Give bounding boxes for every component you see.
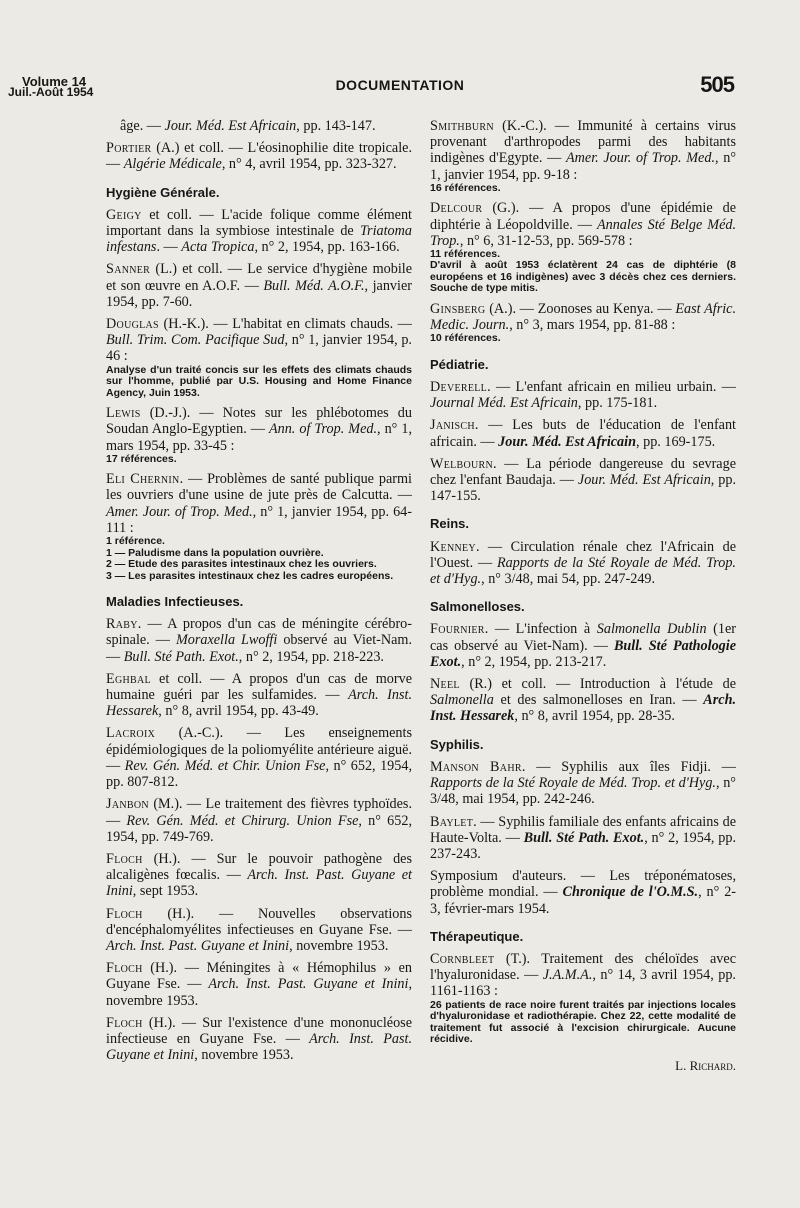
- bib-entry: Smithburn (K.-C.). — Immunité à certains virus provenant d'arthropodes parmi des habitants indigènes d'Egypte. — Amer. Jour. of Trop. Med., n° 1, janvier 1954, pp. 9-18 : 16 références.: [430, 118, 736, 194]
- abstract-note: 26 patients de race noire furent traités par injections locales d'hyaluronidase et radiothérapie. Chez 22, cette modalité de traitement fut associé à l'excision chirurgicale. Aucune récidive.: [430, 998, 736, 1046]
- section-heading-hygiene: Hygiène Générale.: [106, 184, 220, 200]
- author: Baylet: [430, 813, 474, 830]
- section-heading-pediatrie: Pédiatrie.: [430, 356, 489, 372]
- author: Cornbleet: [430, 950, 495, 967]
- bib-entry: Douglas (H.-K.). — L'habitat en climats chauds. — Bull. Trim. Com. Pacifique Sud, n° 1, janvier 1954, p. 46 : Analyse d'un traité concis sur les effets des climats chauds sur l'homme, publié par U.S. Housing and Home Finance Agency, Juin 1953.: [106, 316, 412, 399]
- section-heading-syphilis: Syphilis.: [430, 736, 484, 752]
- author: Janisch: [430, 417, 475, 434]
- section-heading-maladies: Maladies Infectieuses.: [106, 594, 244, 610]
- issue-date: Juil.-Août 1954: [8, 85, 94, 99]
- abstract-note: 1 référence.: [106, 535, 165, 548]
- bib-entry: Fournier. — L'infection à Salmonella Dublin (1er cas observé au Viet-Nam). — Bull. Sté Pathologie Exot., n° 2, 1954, pp. 213-217.: [430, 621, 736, 670]
- bib-entry: Manson Bahr. — Syphilis aux îles Fidji. — Rapports de la Sté Royale de Méd. Trop. et d'Hyg., n° 3/48, mai 1954, pp. 242-246.: [430, 758, 736, 808]
- bib-entry: Cornbleet (T.). Traitement des chéloïdes avec l'hyaluronidase. — J.A.M.A., n° 14, 3 avril 1954, pp. 1161-1163 : 26 patients de race noire furent traités par injections locales d'hyaluronidase et radiothérapie. Chez 22, cette modalité de traitement fut associé à l'excision chirurgicale. Aucune récidive.: [430, 950, 736, 1046]
- author: Floch: [106, 960, 143, 977]
- bib-entry: Floch (H.). — Nouvelles observations d'encéphalomyélites infectieuses en Guyane Fse. — Arch. Inst. Past. Guyane et Inini, novembre 1953.: [106, 905, 412, 954]
- author: Delcour: [430, 200, 483, 217]
- bib-entry: Raby. — A propos d'un cas de méningite cérébro-spinale. — Moraxella Lwoffi observé au Viet-Nam. — Bull. Sté Path. Exot., n° 2, 1954, pp. 218-223.: [106, 616, 412, 665]
- abstract-note: 16 références.: [430, 181, 501, 194]
- bib-entry: Floch (H.). — Méningites à « Hémophilus » en Guyane Fse. — Arch. Inst. Past. Guyane et Inini, novembre 1953.: [106, 960, 412, 1009]
- abstract-note: D'avril à août 1953 éclatèrent 24 cas de diphtérie (8 européens et 16 indigènes) avec 3 décès chez ces derniers. Souche de type mitis.: [430, 259, 736, 295]
- bib-entry: Floch (H.). — Sur le pouvoir pathogène des alcaligènes fœcalis. — Arch. Inst. Past. Guyane et Inini, sept 1953.: [106, 850, 412, 900]
- author: Floch: [106, 1014, 143, 1031]
- bib-entry: Lacroix (A.-C.). — Les enseignements épidémiologiques de la poliomyélite antérieure aiguë. — Rev. Gén. Méd. et Chir. Union Fse, n° 652, 1954, pp. 807-812.: [106, 725, 412, 791]
- author: Lacroix: [106, 725, 156, 742]
- left-column: [106, 118, 412, 1069]
- abstract-note: 1 — Paludisme dans la population ouvrière.: [106, 546, 324, 559]
- author: Lewis: [106, 405, 141, 422]
- author: Smithburn: [430, 118, 494, 134]
- bib-entry: Eli Chernin. — Problèmes de santé publique parmi les ouvriers d'une usine de jute près de Calcutta. — Amer. Jour. of Trop. Med., n° 1, janvier 1954, pp. 64-111 : 1 référence. 1 — Paludisme dans la population ouvrière. 2 — Etude des parasites intestinaux chez les ouvriers. 3 — Les parasites intestinaux chez les cadres européens.: [106, 471, 412, 582]
- author: Deverell: [430, 379, 488, 396]
- abstract-note: 10 références.: [430, 332, 501, 345]
- author: Sanner: [106, 261, 151, 278]
- bib-entry: Janisch. — Les buts de l'éducation de l'enfant africain. — Jour. Méd. Est Africain, pp. 169-175.: [430, 417, 736, 450]
- right-column: [430, 118, 736, 1074]
- bib-entry: Ginsberg (A.). — Zoonoses au Kenya. — East Afric. Medic. Journ., n° 3, mars 1954, pp. 81-88 : 10 références.: [430, 300, 736, 345]
- abstract-note: Analyse d'un traité concis sur les effets des climats chauds sur l'homme, publié par U.S. Housing and Home Finance Agency, Juin 1953.: [106, 363, 412, 399]
- bib-entry: Deverell. — L'enfant africain en milieu urbain. — Journal Méd. Est Africain, pp. 175-181.: [430, 379, 736, 412]
- author: Geigy: [106, 206, 142, 223]
- section-heading-reins: Reins.: [430, 516, 470, 532]
- bib-entry: Neel (R.) et coll. — Introduction à l'étude de Salmonella et des salmonelloses en Iran. — Arch. Inst. Hessarek, n° 8, avril 1954, pp. 28-35.: [430, 676, 736, 725]
- bib-entry: Sanner (L.) et coll. — Le service d'hygiène mobile et son œuvre en A.O.F. — Bull. Méd. A.O.F., janvier 1954, pp. 7-60.: [106, 261, 412, 310]
- author: Janbon: [106, 796, 149, 813]
- abstract-note: 2 — Etude des parasites intestinaux chez les ouvriers.: [106, 558, 377, 571]
- author: Kenney: [430, 538, 476, 555]
- abstract-note: 11 références.: [430, 247, 501, 260]
- signature: L. Richard.: [675, 1057, 736, 1073]
- bib-entry: âge. — Jour. Méd. Est Africain, pp. 143-147.: [120, 118, 376, 134]
- abstract-note: 3 — Les parasites intestinaux chez les cadres européens.: [106, 569, 394, 582]
- running-title: DOCUMENTATION: [335, 77, 465, 93]
- author: Floch: [106, 850, 143, 867]
- author: Douglas: [106, 316, 159, 333]
- section-heading-salmonelloses: Salmonelloses.: [430, 599, 525, 615]
- author: Manson Bahr: [430, 758, 522, 775]
- author: Neel: [430, 676, 460, 693]
- bib-entry: Portier (A.) et coll. — L'éosinophilie dite tropicale. — Algérie Médicale, n° 4, avril 1954, pp. 323-327.: [106, 140, 412, 173]
- volume-number: Volume 14: [22, 74, 87, 89]
- author: Welbourn: [430, 455, 494, 472]
- bib-entry: Eghbal et coll. — A propos d'un cas de morve humaine guéri par les sulfamides. — Arch. Inst. Hessarek, n° 8, avril 1954, pp. 43-49.: [106, 670, 412, 720]
- section-heading-therapeutique: Thérapeutique.: [430, 928, 524, 944]
- bib-entry: Geigy et coll. — L'acide folique comme élément important dans la symbiose intestinale de Triatoma infestans. — Acta Tropica, n° 2, 1954, pp. 163-166.: [106, 206, 412, 256]
- bib-entry: Welbourn. — La période dangereuse du sevrage chez l'enfant Baudaja. — Jour. Méd. Est Africain, pp. 147-155.: [430, 455, 737, 505]
- author: Eghbal: [106, 670, 151, 687]
- bib-entry: Janbon (M.). — Le traitement des fièvres typhoïdes. — Rev. Gén. Méd. et Chirurg. Union Fse, n° 652, 1954, pp. 749-769.: [106, 796, 412, 845]
- author: Floch: [106, 905, 143, 922]
- page-header: [0, 0, 800, 110]
- bib-entry: Kenney. — Circulation rénale chez l'Africain de l'Ouest. — Rapports de la Sté Royale de Méd. Trop. et d'Hyg., n° 3/48, mai 54, pp. 247-249.: [430, 538, 736, 588]
- page-number: 505: [700, 72, 734, 97]
- bib-entry: Floch (H.). — Sur l'existence d'une mononucléose infectieuse en Guyane Fse. — Arch. Inst. Past. Guyane et Inini, novembre 1953.: [106, 1014, 413, 1064]
- bib-entry: Symposium d'auteurs. — Les tréponématoses, problème mondial. — Chronique de l'O.M.S., n° 2-3, février-mars 1954.: [430, 868, 737, 917]
- bib-entry: Baylet. — Syphilis familiale des enfants africains de Haute-Volta. — Bull. Sté Path. Exot., n° 2, 1954, pp. 237-243.: [430, 813, 736, 862]
- author: Portier: [106, 140, 152, 157]
- author: Raby: [106, 616, 138, 633]
- author: Ginsberg: [430, 300, 486, 317]
- author: Eli Chernin: [106, 471, 180, 488]
- bib-entry: Delcour (G.). — A propos d'une épidémie de diphtérie à Léopoldville. — Annales Sté Belge Méd. Trop., n° 6, 31-12-53, pp. 569-578 : 11 références. D'avril à août 1953 éclatèrent 24 cas de diphtérie (8 européens et 16 indigènes) avec 3 décès chez ces derniers. Souche de type mitis.: [430, 200, 737, 295]
- bib-entry: Lewis (D.-J.). — Notes sur les phlébotomes du Soudan Anglo-Egyptien. — Ann. of Trop. Med., n° 1, mars 1954, pp. 33-45 : 17 références.: [106, 405, 412, 465]
- abstract-note: 17 références.: [106, 452, 177, 465]
- author: Fournier: [430, 621, 485, 638]
